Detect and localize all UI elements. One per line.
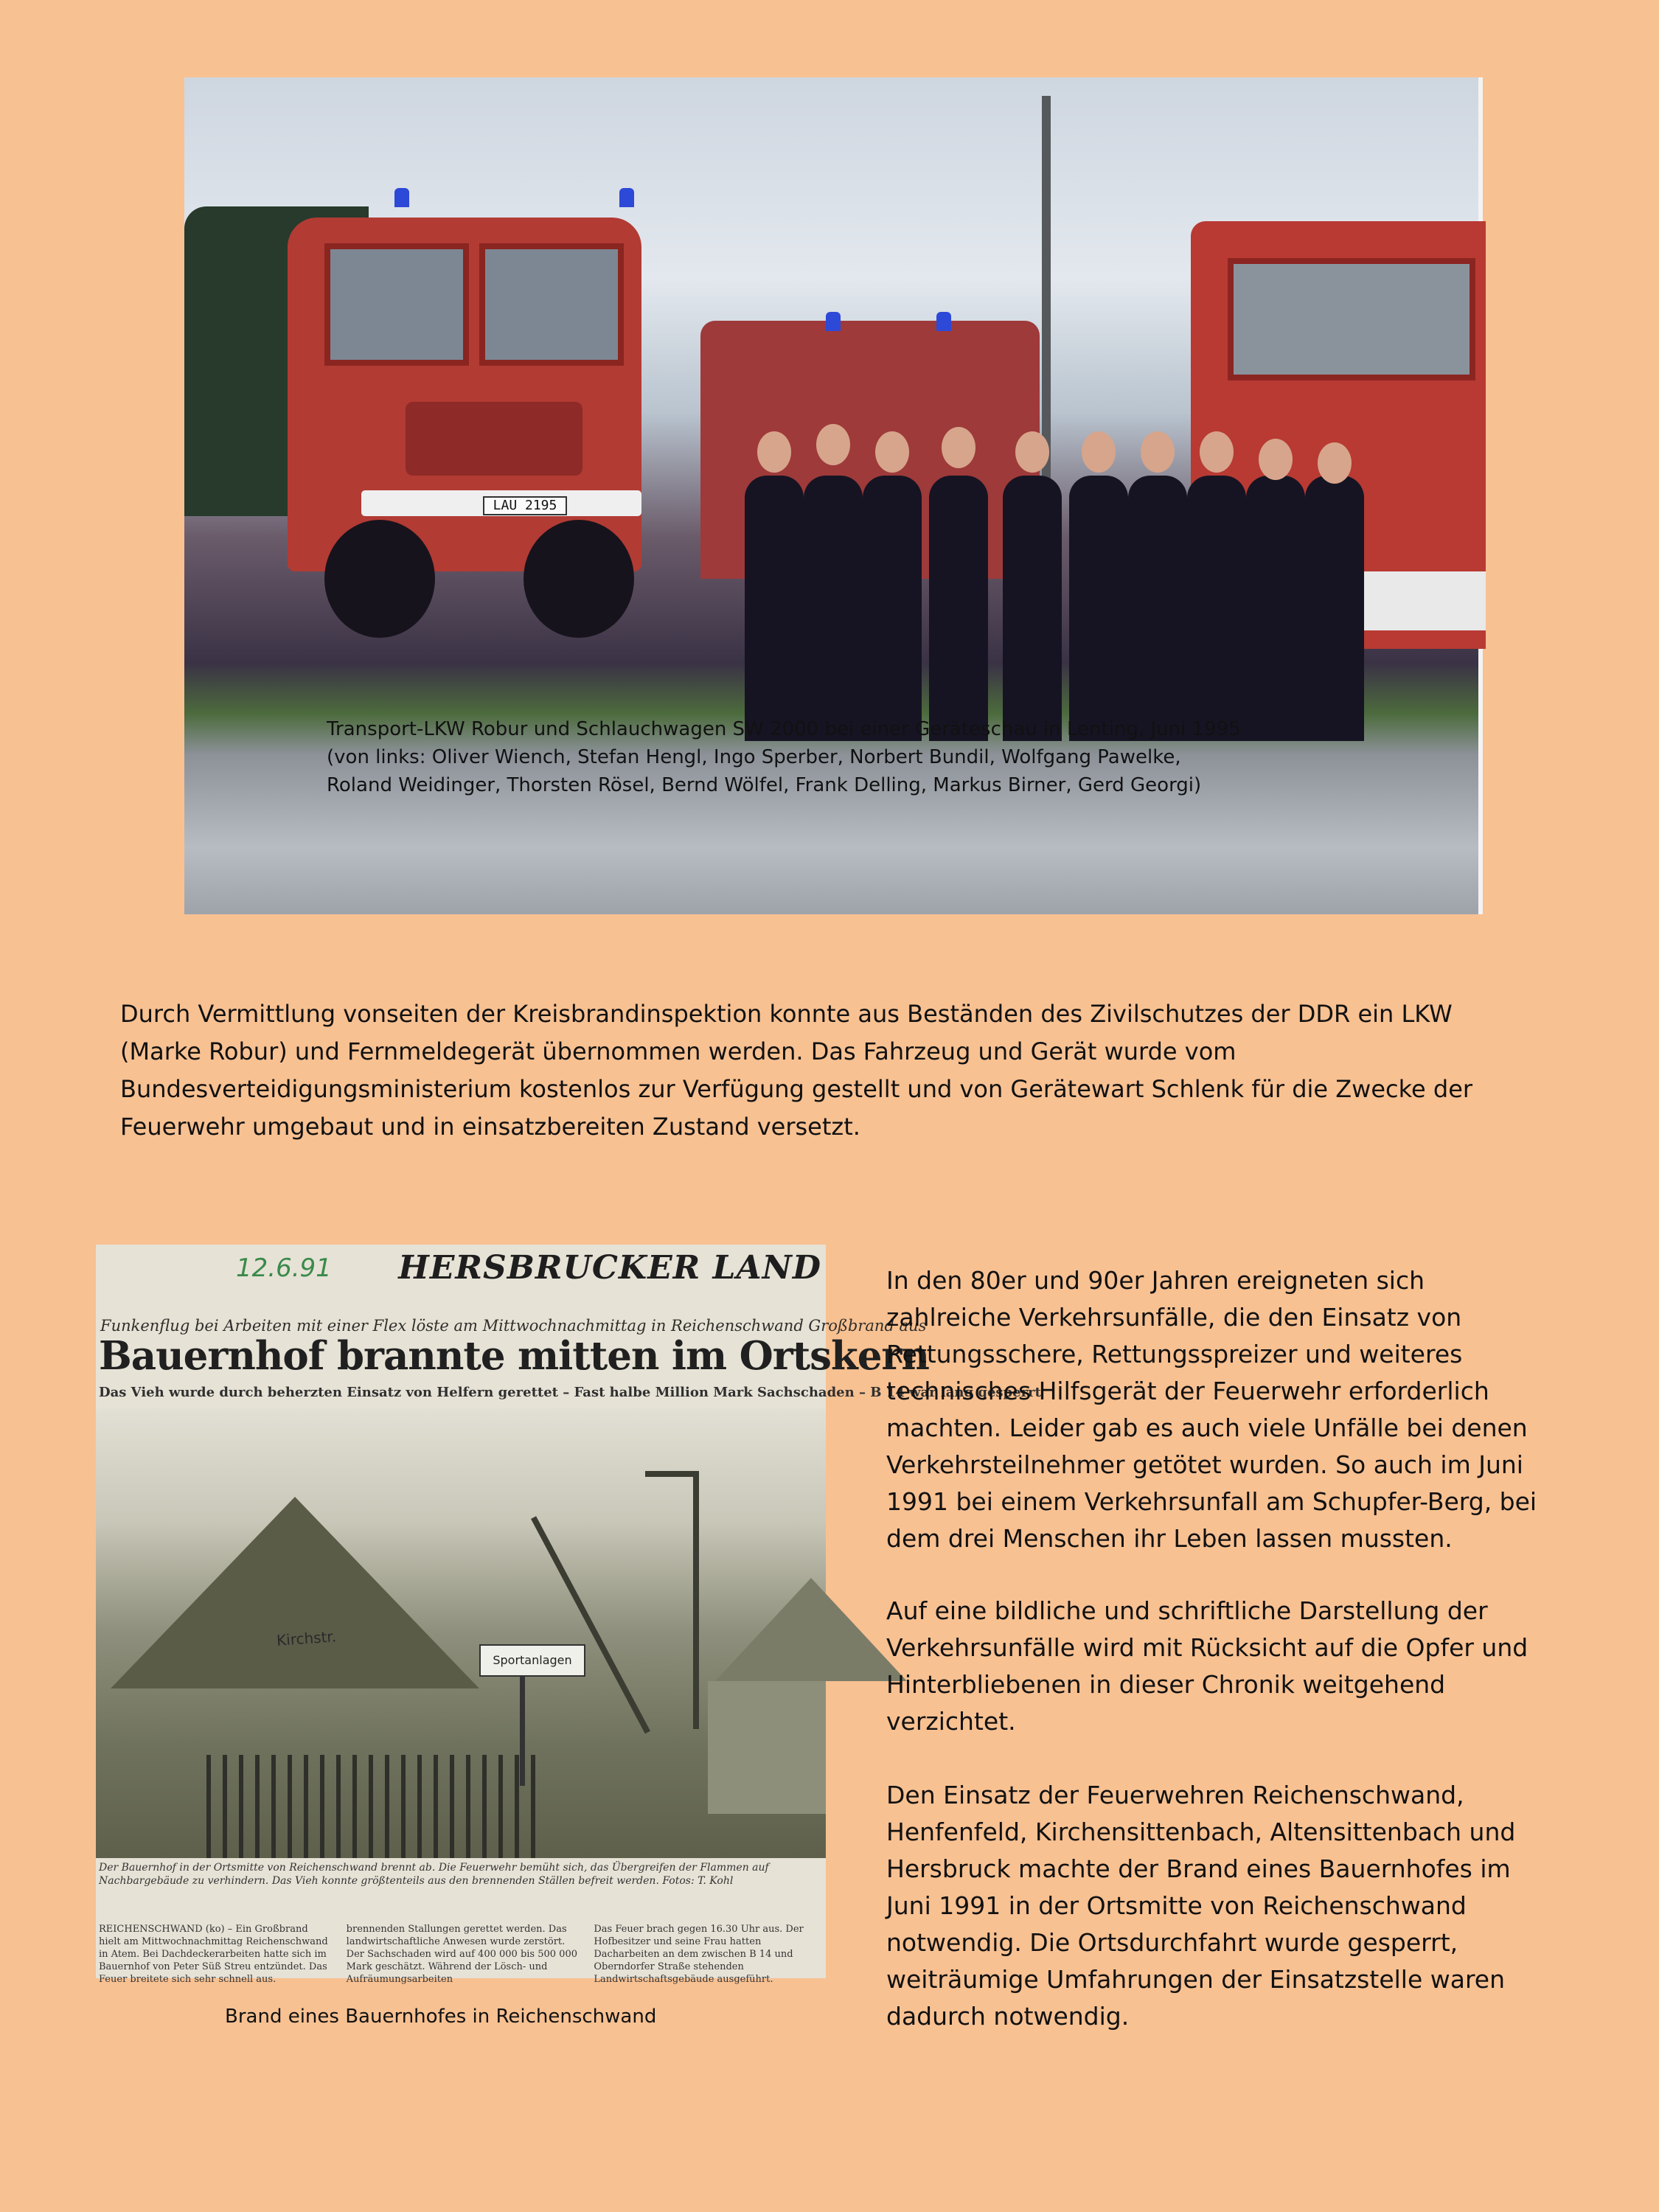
omission-paragraph: Auf eine bildliche und schriftliche Darstellung der Verkehrsunfälle wird mit Rücksicht auf die Opfer und Hinterbliebenen in dieser Chronik weitgehend verzichtet. bbox=[886, 1596, 1528, 1736]
handwritten-date: 12.6.91 bbox=[236, 1253, 332, 1283]
street-sign: Kirchstr. bbox=[276, 1627, 337, 1649]
accidents-paragraph: In den 80er und 90er Jahren ereigneten sich zahlreiche Verkehrsunfälle, die den Einsatz von Rettungsschere, Rettungsspreizer und weiteres technisches Hilfsgerät der Feuerwehr erforderlich machten. Leider gab es auch viele Unfälle bei denen Verkehrsteilnehmer getötet wurden. So auch im Juni 1991 bei einem Verkehrsunfall am Schupfer-Berg, bei dem drei Menschen ihr Leben lassen mussten. bbox=[886, 1266, 1537, 1553]
newspaper-image-caption: Der Bauernhof in der Ortsmitte von Reichenschwand brennt ab. Die Feuerwehr bemüht sich, das Übergreifen der Flammen auf Nachbargebäude zu verhindern. Das Vieh konnte größtenteils aus den brennenden Ställen befreit werden. Fotos: T. Kohl bbox=[99, 1862, 769, 1887]
truck-wheel bbox=[324, 520, 435, 638]
fire-trucks-photo bbox=[184, 77, 1483, 914]
burning-roof bbox=[111, 1497, 479, 1688]
newspaper-subhead: Das Vieh wurde durch beherzten Einsatz von Helfern gerettet – Fast halbe Million Mark Sachschaden – B 14 war lang gesperrt bbox=[99, 1385, 1041, 1400]
truck-wheel bbox=[524, 520, 634, 638]
fence bbox=[206, 1755, 538, 1858]
truck-grille bbox=[406, 402, 582, 476]
intro-paragraph: Durch Vermittlung vonseiten der Kreisbrandinspektion konnte aus Beständen des Zivilschutzes der DDR ein LKW (Marke Robur) und Fernmeldegerät übernommen werden. Das Fahrzeug und Gerät wurde vom Bundesverteidigungsministerium kostenlos zur Verfügung gestellt und von Gerätewart Schlenk für die Zwecke der Feuerwehr umgebaut und in einsatzbereiten Zustand versetzt. bbox=[120, 1000, 1473, 1141]
newspaper-clipping bbox=[96, 1245, 1041, 1985]
newspaper-columns: REICHENSCHWAND (ko) – Ein Großbrand hielt am Mittwochnachmittag Reichenschwand in Atem. Bei Dachdeckerarbeiten hatte sich im Bauernhof von Peter Süß Streu entzündet. Das Feuer breitete sich sehr schnell aus. brennenden Stallungen gerettet werden. Das landwirtschaftliche Anwesen wurde zerstört. Der Sachschaden wird auf 400 000 bis 500 000 Mark geschätzt. Während der Lösch- und Aufräumungsarbeiten Das Feuer brach gegen 16.30 Uhr aus. Der Hofbesitzer und seine Frau hatten Dacharbeiten an dem zwischen B 14 und Oberndorfer Straße stehenden Landwirtschaftsgebäude ausgeführt. bbox=[99, 1924, 804, 1985]
farm-fire-paragraph: Den Einsatz der Feuerwehren Reichenschwand, Henfenfeld, Kirchensittenbach, Altensittenbach und Hersbruck machte der Brand eines Bauernhofes im Juni 1991 in der Ortsmitte von Reichenschwand notwendig. Die Ortsdurchfahrt wurde gesperrt, weiträumige Umfahrungen der Einsatzstelle waren dadurch notwendig. bbox=[886, 1781, 1516, 2031]
clipping-caption: Brand eines Bauernhofes in Reichenschwand bbox=[225, 2006, 657, 2028]
beacon-icon bbox=[936, 312, 951, 331]
firefighters-group bbox=[745, 431, 1364, 741]
newspaper-kicker: Funkenflug bei Arbeiten mit einer Flex löste am Mittwochnachmittag in Reichenschwand Großbrand aus bbox=[100, 1317, 927, 1335]
newspaper-photo bbox=[96, 1408, 826, 1858]
newspaper-masthead: HERSBRUCKER LAND bbox=[398, 1249, 821, 1287]
robur-truck-cab bbox=[288, 218, 641, 571]
beacon-icon bbox=[619, 188, 634, 207]
street-lamp bbox=[693, 1471, 699, 1729]
beacon-icon bbox=[826, 312, 841, 331]
photo-caption: Transport-LKW Robur und Schlauchwagen SW 2000 bei einer Geräteschau in Lenting, Juni 1995 (von links: Oliver Wiench, Stefan Hengl, Ingo Sperber, Norbert Bundil, Wolfgang Pawelke, Roland Weidinger, Thorsten Rösel, Bernd Wölfel, Frank Delling, Markus Birner, Gerd Georgi) bbox=[327, 718, 1241, 796]
sportanlagen-sign: Sportanlagen bbox=[479, 1644, 585, 1677]
newspaper-headline: Bauernhof brannte mitten im Ortskern bbox=[99, 1333, 929, 1379]
fire-ladder bbox=[531, 1516, 650, 1733]
beacon-icon bbox=[394, 188, 409, 207]
license-plate-left: LAU 2195 bbox=[483, 496, 567, 515]
